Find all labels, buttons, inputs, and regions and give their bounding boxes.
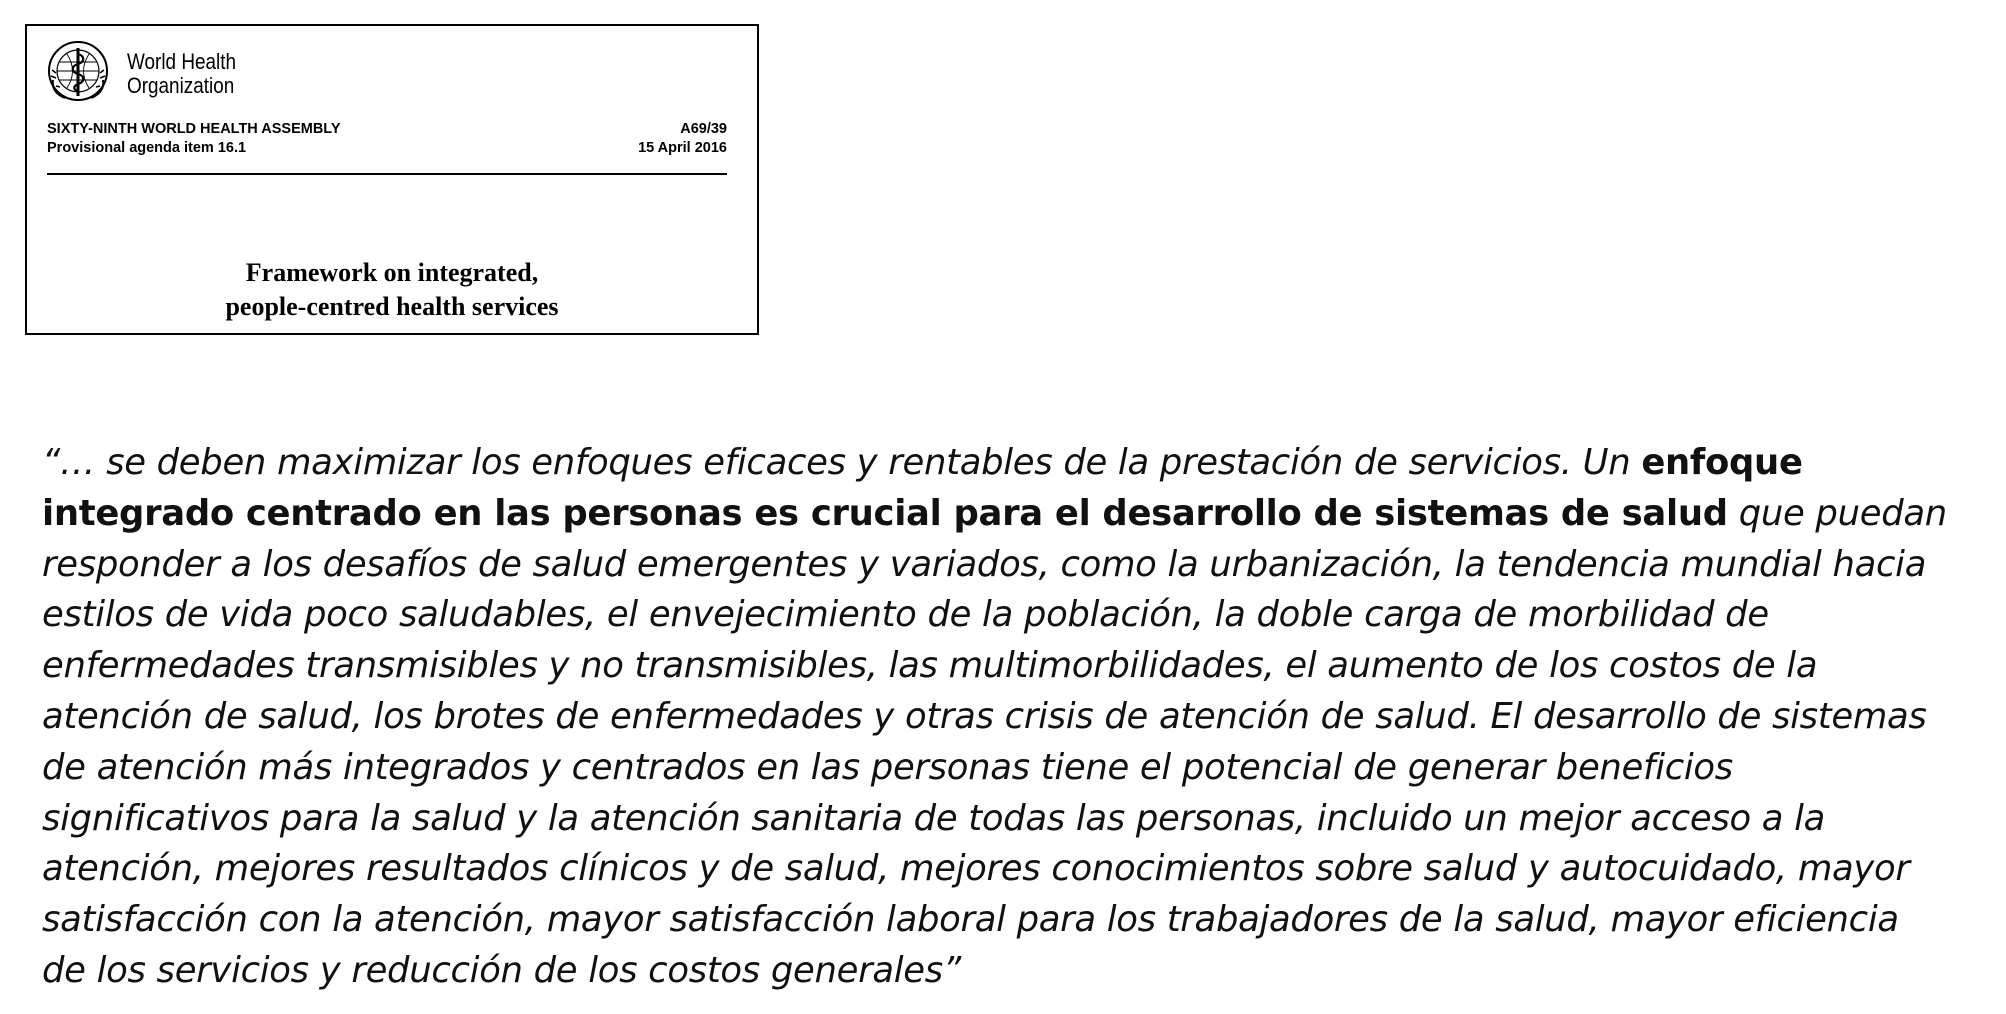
title-line2: people-centred health services: [225, 292, 559, 321]
document-number: A69/39: [680, 121, 727, 137]
quote-line-7: de atención más integrados y centrados en las personas tiene el potencial de generar beneficios: [42, 746, 1733, 788]
quote-line-8: significativos para la salud y la atención sanitaria de todas las personas, incluido un mejor acceso a la: [42, 797, 1826, 839]
quote-line-10: satisfacción con la atención, mayor satisfacción laboral para los trabajadores de la salud, mayor eficiencia: [42, 899, 1899, 941]
header-divider: [47, 173, 727, 175]
quote-text: “… se deben maximizar los enfoques eficaces y rentables de la prestación de servicios. Un: [42, 442, 1642, 483]
org-name-line1: World Health: [127, 49, 237, 74]
org-name-line2: Organization: [127, 73, 235, 98]
organization-name: [127, 50, 236, 98]
quote-emphasis: enfoque: [1641, 442, 1803, 483]
quote-line-1: [42, 438, 1992, 489]
quote-line-6: atención de salud, los brotes de enfermedades y otras crisis de atención de salud. El desarrollo de sistemas: [42, 695, 1927, 737]
document-cover-box: [25, 24, 759, 335]
document-reference: [638, 120, 727, 158]
document-title: [27, 256, 757, 324]
quote-line-9: atención, mejores resultados clínicos y de salud, mejores conocimientos sobre salud y autocuidado, mayor: [42, 848, 1910, 890]
quote-text: que puedan: [1727, 492, 1947, 534]
agenda-item: Provisional agenda item 16.1: [47, 140, 247, 156]
quote-emphasis: integrado centrado en las personas es crucial para el desarrollo de sistemas de salud: [42, 492, 1728, 534]
quote-line-5: enfermedades transmisibles y no transmisibles, las multimorbilidades, el aumento de los costos de la: [42, 645, 1818, 687]
document-date: 15 April 2016: [638, 140, 727, 156]
quote-line-3: responder a los desafíos de salud emergentes y variados, como la urbanización, la tendencia mundial hacia: [42, 543, 1927, 585]
quote-line-4: estilos de vida poco saludables, el envejecimiento de la población, la doble carga de morbilidad de: [42, 594, 1769, 636]
quote-paragraph: [42, 438, 1992, 997]
quote-line-11: de los servicios y reducción de los costos generales”: [42, 949, 961, 991]
quote-line-2: [42, 489, 1992, 540]
title-line1: Framework on integrated,: [245, 258, 539, 287]
who-emblem-icon: [47, 40, 109, 102]
assembly-name: SIXTY-NINTH WORLD HEALTH ASSEMBLY: [47, 121, 341, 137]
assembly-info: [47, 120, 341, 158]
